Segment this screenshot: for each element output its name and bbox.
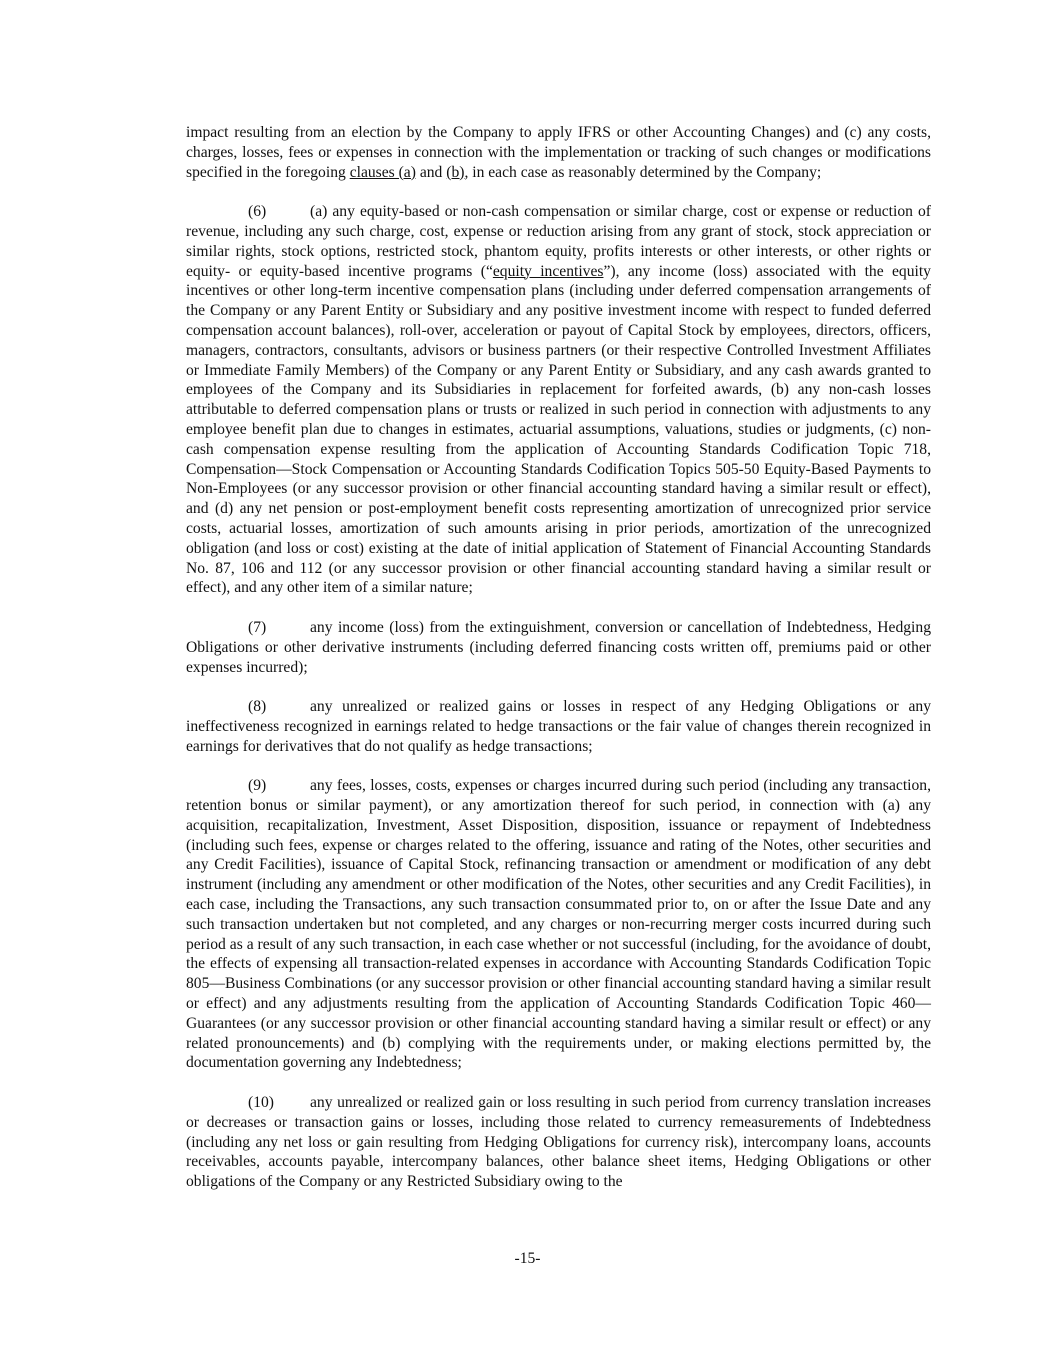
document-body — [186, 123, 931, 1212]
paragraph-10-number: (10) — [248, 1094, 274, 1112]
intro-paragraph — [186, 123, 931, 182]
paragraph-7-text: any income (loss) from the extinguishment, conversion or cancellation of Indebtedness, Hedging Obligations or other derivative instruments (including deferred financing costs written off, premiums paid or other expenses incurred); — [186, 618, 931, 676]
paragraph-9-text: any fees, losses, costs, expenses or charges incurred during such period (including any transaction, retention bonus or similar payment), or any amortization thereof for such period, in connection with (a) any acquisition, recapitalization, Investment, Asset Disposition, disposition, issuance or repayment of Indebtedness (including such fees, expense or charges related to the offering, issuance and rating of the Notes, other securities and any Credit Facilities), issuance of Capital Stock, refinancing transaction or amendment or modification of any debt instrument (including any amendment or other modification of the Notes, other securities and any Credit Facilities), in each case, including the Transactions, any such transaction consummated prior to, on or after the Issue Date and any such transaction undertaken but not completed, and any charges or non-recurring merger costs incurred during such period as a result of any such transaction, in each case whether or not successful (including, for the avoidance of doubt, the effects of expensing all transaction-related expenses in accordance with Accounting Standards Codification Topic 805—Business Combinations (or any successor provision or other financial accounting standard having a similar result or effect) and any adjustments resulting from the application of Accounting Standards Codification Topic 460—Guarantees (or any successor provision or other financial accounting standard having a similar result or effect) or any related pronouncements) and (b) complying with the requirements under, or making elections permitted by, the documentation governing any Indebtedness; — [186, 777, 931, 1072]
paragraph-8-text: any unrealized or realized gains or losses in respect of any Hedging Obligations or any ineffectiveness recognized in earnings related to hedge transactions or the fair value of changes therein recognized in earnings for derivatives that do not qualify as hedge transactions; — [186, 698, 931, 755]
clause-a-ref: clauses (a) — [349, 163, 416, 181]
paragraph-6-text-2: ”), any income (loss) associated with the equity incentives or other long-term incentive compensation plans (including under deferred compensation arrangements of the Company or any Parent Entity or Subsidiary and any positive investment income with respect to funded deferred compensation account balances), roll-over, acceleration or payout of Capital Stock by employees, directors, officers, managers, contractors, consultants, advisors or business partners (or their respective Controlled Investment Affiliates or Immediate Family Members) of the Company or any Parent Entity or Subsidiary, and any cash awards granted to employees of the Company and its Subsidiaries in replacement for forfeited awards, (b) any non-cash losses attributable to deferred compensation plans or trusts or realized in such period in connection with adjustments to any employee benefit plan due to changes in estimates, actuarial assumptions, valuations, studies or judgments, (c) non-cash compensation expense resulting from the application of Accounting Standards Codification Topic 718, Compensation—Stock Compensation or Accounting Standards Codification Topics 505-50 Equity-Based Payments to Non-Employees (or any successor provision or other financial accounting standard having a similar result or effect), and (d) any net pension or post-employment benefit costs representing amortization of unrecognized prior service costs, actuarial losses, amortization of such amounts arising in prior periods, amortization of the unrecognized obligation (and loss or cost) existing at the date of initial application of Statement of Financial Accounting Standards No. 87, 106 and 112 (or any successor provision or other financial accounting standard having a similar result or effect), and any other item of a similar nature; — [186, 262, 931, 597]
clause-b-ref: (b) — [446, 163, 465, 181]
intro-text-3: , in each case as reasonably determined by the Company; — [464, 163, 822, 181]
paragraph-10 — [186, 1093, 931, 1192]
intro-text-2: and — [415, 163, 447, 181]
paragraph-7-number: (7) — [248, 618, 267, 636]
paragraph-10-text: any unrealized or realized gain or loss resulting in such period from currency translation increases or decreases or transaction gains or losses, including those related to currency remeasurements of Indebtedness (including any net loss or gain resulting from Hedging Obligations for currency risk), intercompany loans, accounts receivables, accounts payable, intercompany balances, other balance sheet items, Hedging Obligations or other obligations of the Company or any Restricted Subsidiary owing to the — [186, 1094, 931, 1191]
paragraph-6-text-1: (a) any equity-based or non-cash compensation or similar charge, cost or expense or reduction of revenue, including any such charge, cost, expense or reduction arising from any grant of stock, stock appreciation or similar rights, stock options, restricted stock, phantom equity, profits interests or other interests, or other rights or equity- or equity-based incentive programs (“ — [186, 203, 931, 280]
paragraph-6-number: (6) — [248, 203, 267, 221]
paragraph-6 — [186, 202, 931, 598]
equity-incentives-term: equity incentives — [492, 262, 604, 280]
paragraph-8 — [186, 697, 931, 756]
intro-text-1: impact resulting from an election by the Company to apply IFRS or other Accounting Changes) and (c) any costs, charges, losses, fees or expenses in connection with the implementation or tracking of such changes or modifications specified in the foregoing — [186, 124, 931, 181]
paragraph-9-number: (9) — [248, 777, 267, 795]
paragraph-7 — [186, 618, 931, 677]
paragraph-8-number: (8) — [248, 698, 267, 716]
paragraph-9 — [186, 776, 931, 1073]
page-number: -15- — [514, 1250, 541, 1267]
